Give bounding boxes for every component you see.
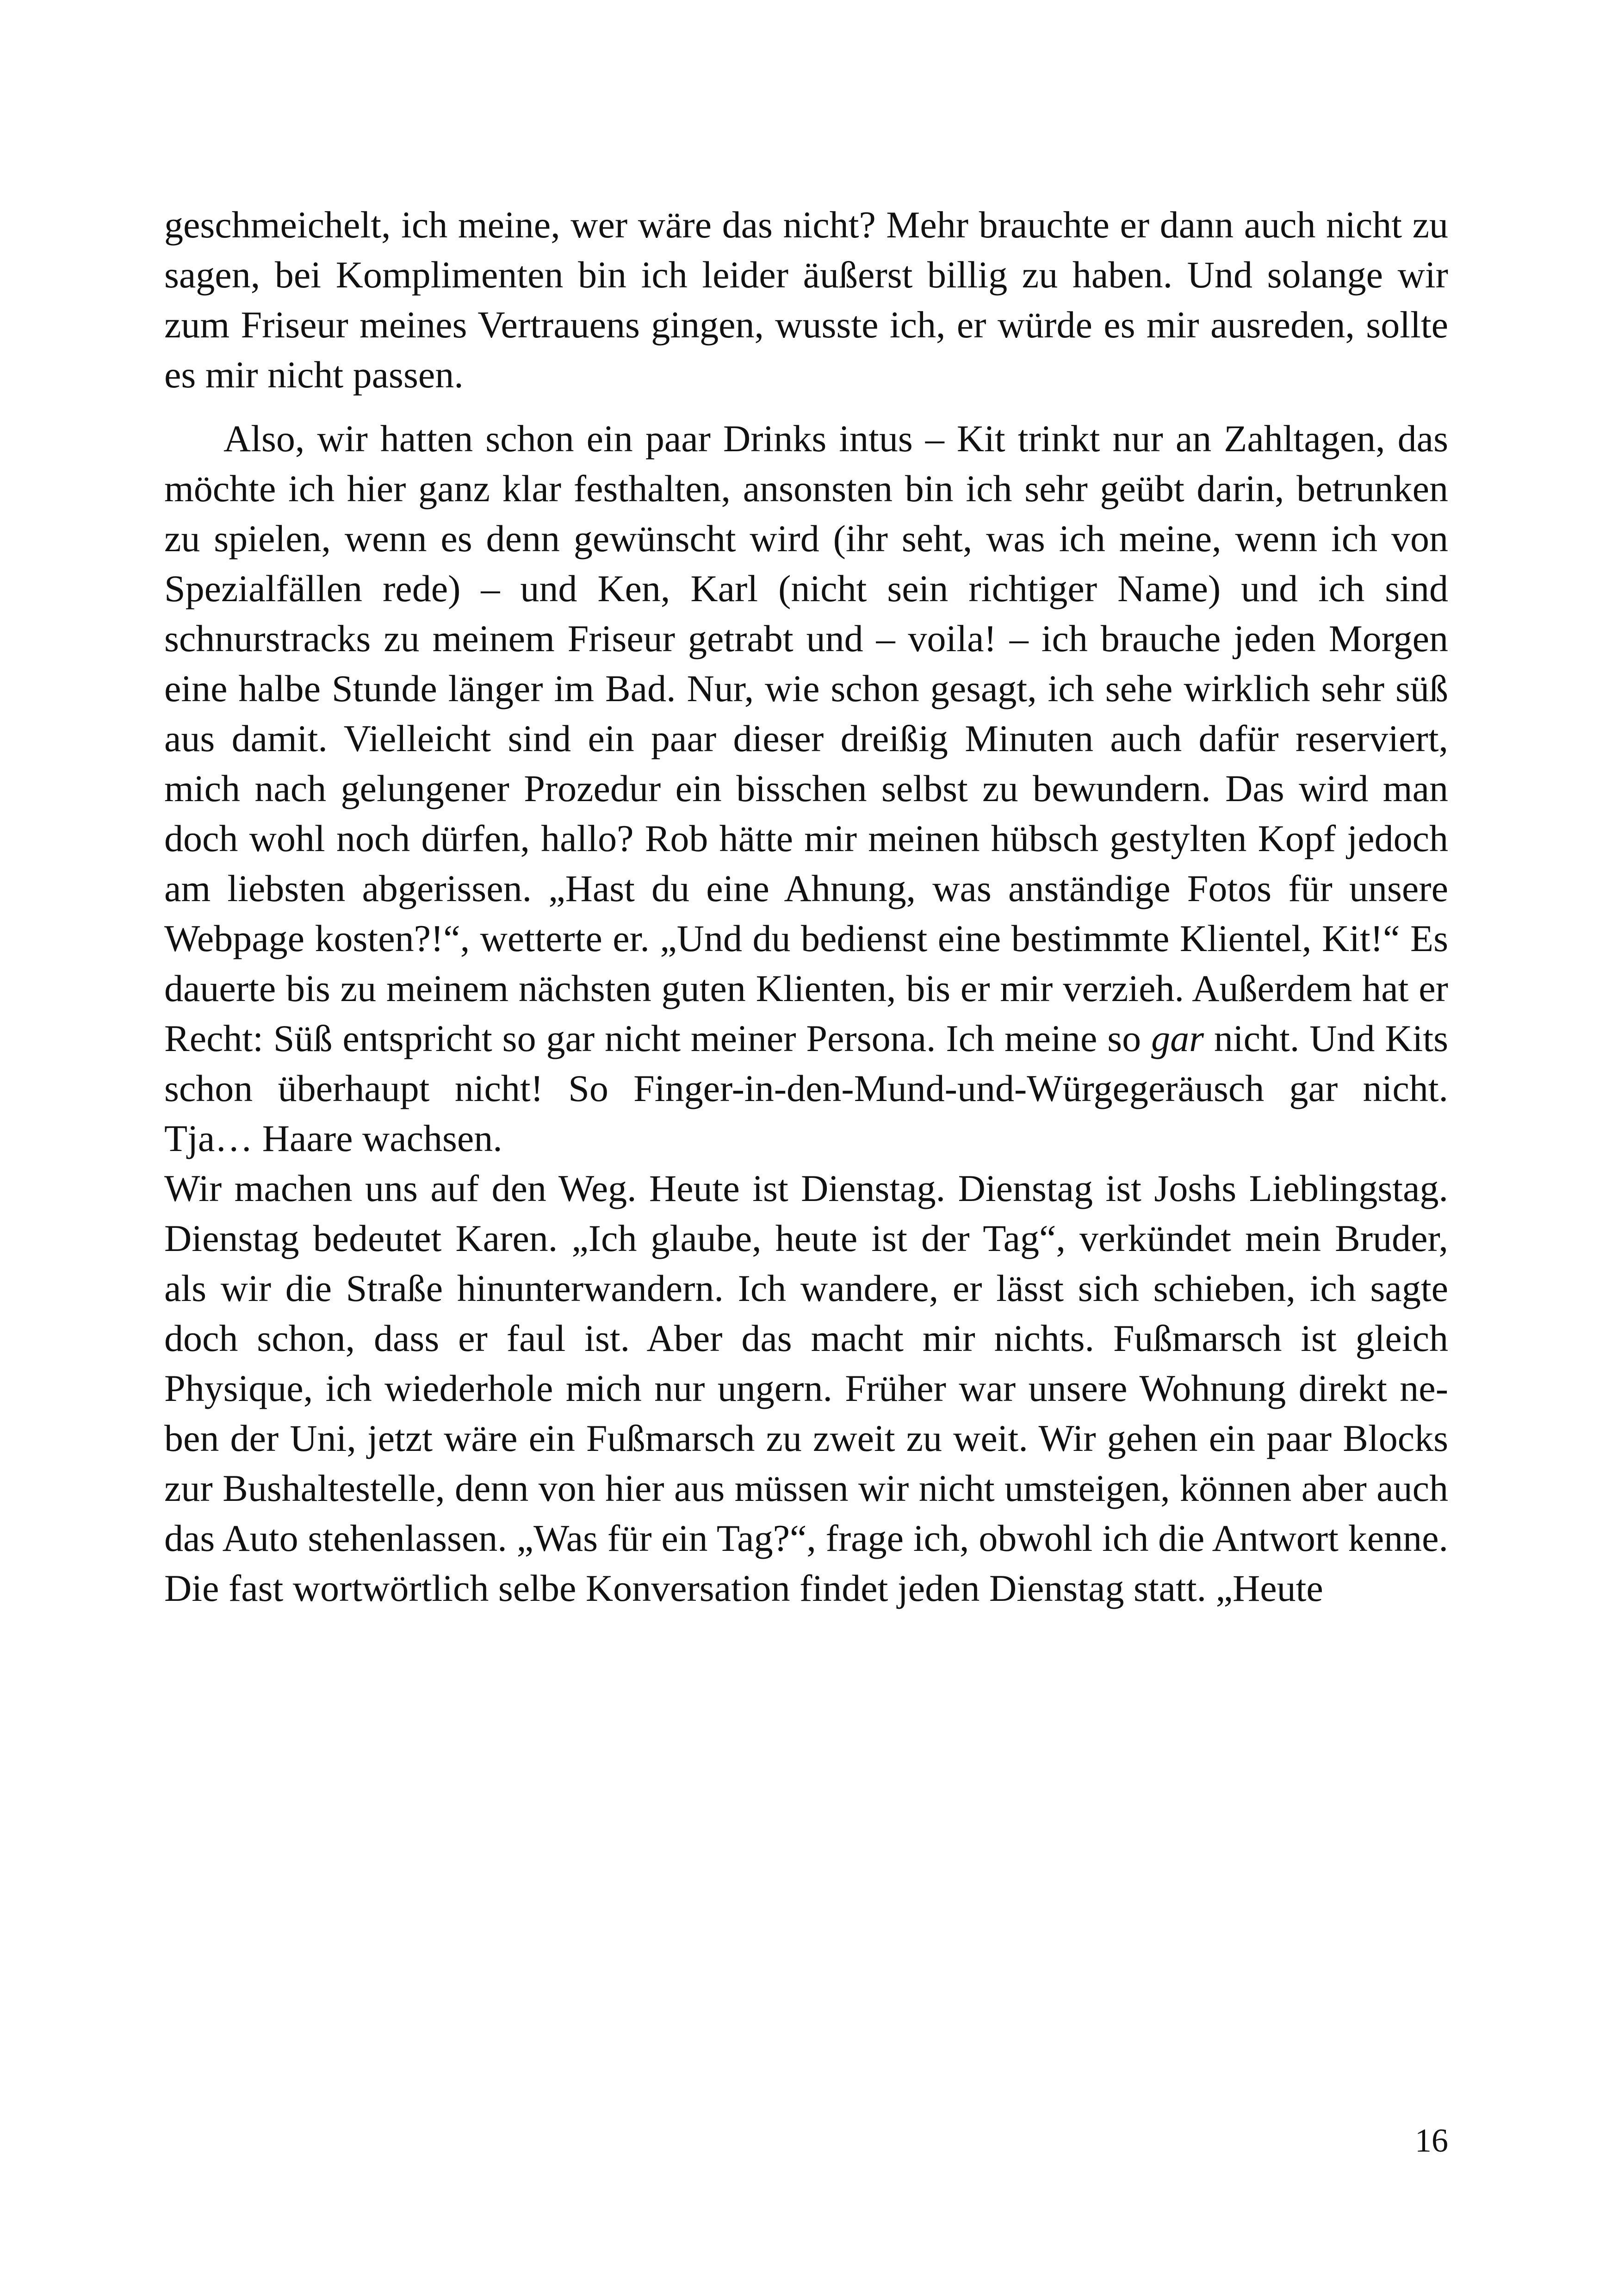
paragraph-1: geschmeichelt, ich meine, wer wäre das nicht? Mehr brauchte er dann auch nicht zu sagen, bei Komplimenten bin ich leider äußerst billig zu haben. Und solange wir zum Friseur meines Vertrauens gingen, wusste ich, er würde es mir ausreden, sollte es mir nicht passen. [164,204,1448,396]
paragraph-3: Wir machen uns auf den Weg. Heute ist Dienstag. Dienstag ist Joshs Lieblingstag. Dienstag bedeutet Karen. „Ich glaube, heute ist der Tag“, verkündet mein Bruder, als wir die Straße hinunterwandern. Ich wandere, er lässt sich schieben, ich sagte doch schon, dass er faul ist. Aber das macht mir nichts. Fußmarsch ist gleich Physique, ich wiederhole mich nur ungern. Früher war unsere Wohnung direkt neben der Uni, jetzt wäre ein Fußmarsch zu zweit zu weit. Wir gehen ein paar Blocks zur Bushaltestelle, denn von hier aus müssen wir nicht umsteigen, können aber auch das Auto stehenlassen. „Was für ein Tag?“, frage ich, obwohl ich die Antwort kenne. Die fast wortwörtlich selbe Konversation findet jeden Dienstag statt. „Heute [164,1167,1448,1609]
paragraph-2-text-start: Also, wir hatten schon ein paar Drinks intus – Kit trinkt nur an Zahltagen, das möchte ich hier ganz klar festhalten, ansonsten bin ich sehr geübt darin, betrunken zu spielen, wenn es denn gewünscht wird (ihr seht, was ich meine, wenn ich von Spezialfällen rede) – und Ken, Karl (nicht sein richtiger Name) und ich sind schnurstracks zu meinem Friseur getrabt und – voila! – ich brauche jeden Morgen eine halbe Stunde länger im Bad. Nur, wie schon gesagt, ich sehe wirklich sehr süß aus damit. Vielleicht sind ein paar dieser dreißig Minuten auch dafür reserviert, mich nach gelungener Prozedur ein bisschen selbst zu bewundern. Das wird man doch wohl noch dürfen, hallo? Rob hätte mir meinen hübsch gestylten Kopf jedoch am liebsten abgerissen. „Hast du eine Ahnung, was anständige Fotos für unsere Webpage kosten?!“, wetterte er. „Und du bedienst eine bestimmte Klientel, Kit!“ Es dauerte bis zu meinem nächsten guten Klienten, bis er mir verzieh. Außerdem hat er Recht: Süß entspricht so gar nicht meiner Persona. Ich meine so [164,417,1448,1059]
paragraph-2 [164,414,1448,1164]
page-number: 16 [1415,2122,1448,2159]
paragraph-2-italic-word: gar [1151,1017,1204,1059]
paragraph-2-text-end: nicht. Und Kits schon überhaupt nicht! So Finger-in-den-Mund-und-Würgegeräusch gar nicht. Tja… Haare wachsen. [164,1017,1449,1159]
body-text [164,200,1448,1613]
